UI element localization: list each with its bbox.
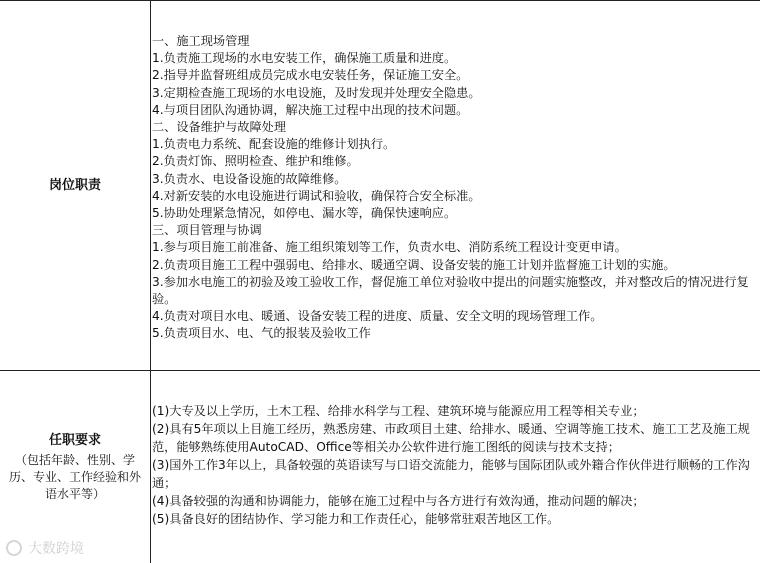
duties-label: 岗位职责 (48, 177, 101, 193)
watermark-logo-icon (6, 540, 22, 556)
duty-line: 5.负责项目水、电、气的报装及验收工作 (152, 326, 371, 341)
watermark-text: 大数跨境 (28, 541, 84, 557)
requirements-sublabel: （包括年龄、性别、学历、专业、工作经验和外语水平等） (8, 452, 141, 501)
duty-line: 2.负责项目施工工程中强弱电、给排水、暖通空调、设备安装的施工计划并监督施工计划的实施。 (152, 257, 676, 272)
requirements-content (152, 402, 758, 528)
requirement-line: (5)具备良好的团结协作、学习能力和工作责任心，能够常驻艰苦地区工作。 (152, 512, 560, 526)
duty-line: 4.与项目团队沟通协调，解决施工过程中出现的技术问题。 (152, 102, 469, 117)
duty-line: 二、设备维护与故障处理 (152, 120, 287, 135)
duty-line: 5.协助处理紧急情况，如停电、漏水等，确保快速响应。 (152, 206, 457, 221)
duty-line: 4.负责对项目水电、暖通、设备安装工程的进度、质量、安全文明的现场管理工作。 (152, 309, 603, 324)
requirement-line: (3)国外工作3年以上，具备较强的英语读写与口语交流能力，能够与国际团队或外籍合作伙伴进行顺畅的工作沟通； (152, 458, 750, 490)
duty-line: 1.负责施工现场的水电安装工作，确保施工质量和进度。 (152, 51, 457, 66)
requirement-line: (2)具有5年项以上目施工经历，熟悉房建、市政项目土建、给排水、暖通、空调等施工技术、施工工艺及施工规范，能够熟练使用AutoCAD、Office等相关办公软件进行施工图纸的阅读与技术支持； (152, 422, 750, 454)
column-divider (150, 0, 151, 563)
duty-line: 一、施工现场管理 (152, 34, 250, 48)
duty-line: 3.负责水、电设备设施的故障维修。 (152, 171, 347, 186)
watermark (6, 538, 84, 558)
duties-content (152, 33, 758, 343)
duty-line: 1.负责电力系统、配套设施的维修计划执行。 (152, 137, 396, 152)
duty-line: 4.对新安装的水电设施进行调试和验收，确保符合安全标准。 (152, 188, 481, 203)
duties-label-cell (0, 1, 150, 370)
requirements-label: 任职要求 (48, 432, 101, 448)
duty-line: 2.指导并监督班组成员完成水电安装任务，保证施工安全。 (152, 68, 469, 83)
requirement-line: (4)具备较强的沟通和协调能力，能够在施工过程中与各方进行有效沟通，推动问题的解决； (152, 494, 645, 508)
duty-line: 2.负责灯饰、照明检查、维护和维修。 (152, 154, 359, 169)
requirement-line: (1)大专及以上学历，土木工程、给排水科学与工程、建筑环境与能源应用工程等相关专业； (152, 404, 645, 418)
duty-line: 三、项目管理与协调 (152, 223, 262, 238)
duty-line: 3.定期检查施工现场的水电设施，及时发现并处理安全隐患。 (152, 85, 481, 100)
duty-line: 1.参与项目施工前准备、施工组织策划等工作，负责水电、消防系统工程设计变更申请。 (152, 240, 627, 255)
requirements-label-cell (0, 371, 150, 563)
duty-line: 3.参加水电施工的初验及竣工验收工作，督促施工单位对验收中提出的问题实施整改，并对整改后的情况进行复验。 (152, 274, 749, 307)
